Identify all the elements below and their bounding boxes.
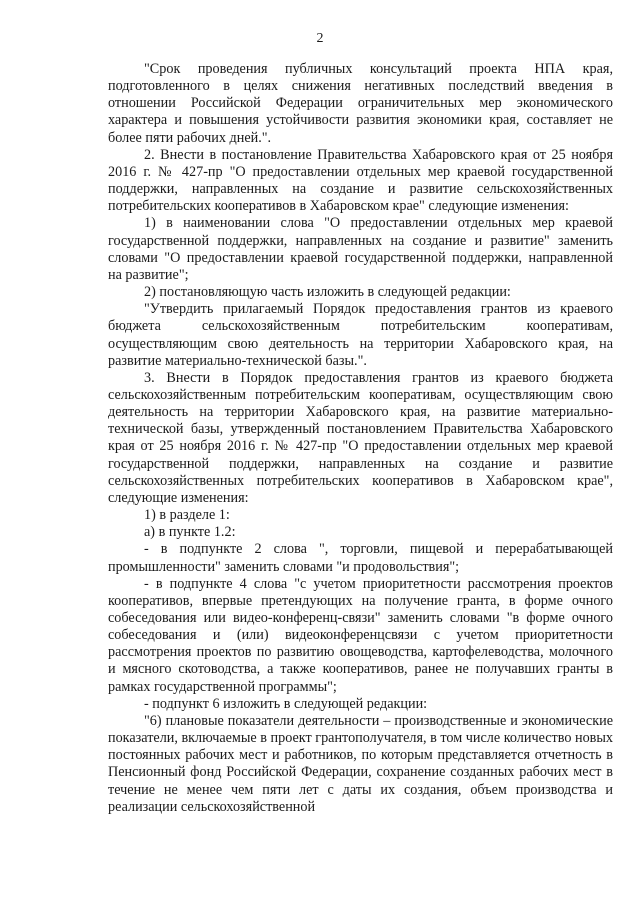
paragraph-consultation-term: "Срок проведения публичных консультаций проекта НПА края, подготовленного в целях снижения негативных последствий введения в отношении Российской Федерации ограничительных мер экономического характера и повышения устойчивости развития экономики края, составляет не более пяти рабочих дней.". [108,61,613,146]
paragraph-amend-procedure: 3. Внести в Порядок предоставления грантов из краевого бюджета сельскохозяйственным потребительским кооперативам, осуществляющим свою деятельность на территории Хабаровского края, на развитие материально-технической базы, утвержденный постановлением Правительства Хабаровского края от 25 ноября 2016 г. № 427-пр "О предоставлении отдельных мер краевой государственной поддержки, направленных на создание и развитие сельскохозяйственных потребительских кооперативов в Хабаровском крае", следующие изменения: [108,369,613,506]
paragraph-subclause-2: - в подпункте 2 слова ", торговли, пищевой и перерабатывающей промышленности" заменить словами "и продовольствия"; [108,541,613,575]
document-body [108,61,613,816]
paragraph-section-1: 1) в разделе 1: [144,507,230,524]
page-number: 2 [316,31,324,46]
paragraph-subclause-6-text: "6) плановые показатели деятельности – производственные и экономические показатели, включаемые в проект грантополучателя, в том числе количество новых постоянных рабочих мест и работников, по которым представляется отчетность в Пенсионный фонд Российской Федерации, сохранение созданных рабочих мест в течение не менее чем пяти лет с даты их создания, объем производства и реализации сельскохозяйственной [108,712,613,815]
paragraph-clause-1-2: а) в пункте 1.2: [144,524,236,541]
paragraph-item-2-operative-part: 2) постановляющую часть изложить в следующей редакции: [144,284,511,301]
paragraph-subclause-6-intro: - подпункт 6 изложить в следующей редакции: [144,695,428,712]
paragraph-subclause-4: - в подпункте 4 слова "с учетом приоритетности рассмотрения проектов кооперативов, впервые претендующих на получение гранта, в форме очного собеседования или видео-конференц-связи" заменить словами "в форме очного собеседования и (или) видеоконференцсвязи с учетом приоритетности рассмотрения проектов по развитию овощеводства, картофелеводства, молочного и мясного скотоводства, а также кооперативов, ранее не получавших гранты в рамках государственной программы"; [108,575,613,695]
paragraph-item-1-title: 1) в наименовании слова "О предоставлении отдельных мер краевой государственной поддержки, направленных на создание и развитие" заменить словами "О предоставлении краевой государственной поддержки, направленной на развитие"; [108,215,613,283]
paragraph-amend-resolution: 2. Внести в постановление Правительства Хабаровского края от 25 ноября 2016 г. № 427-пр "О предоставлении отдельных мер краевой государственной поддержки, направленных на создание и развитие сельскохозяйственных потребительских кооперативов в Хабаровском крае" следующие изменения: [108,146,613,215]
paragraph-approve-procedure: "Утвердить прилагаемый Порядок предоставления грантов из краевого бюджета сельскохозяйственным потребительским кооперативам, осуществляющим свою деятельность на территории Хабаровского края, на развитие материально-технической базы.". [108,301,613,369]
